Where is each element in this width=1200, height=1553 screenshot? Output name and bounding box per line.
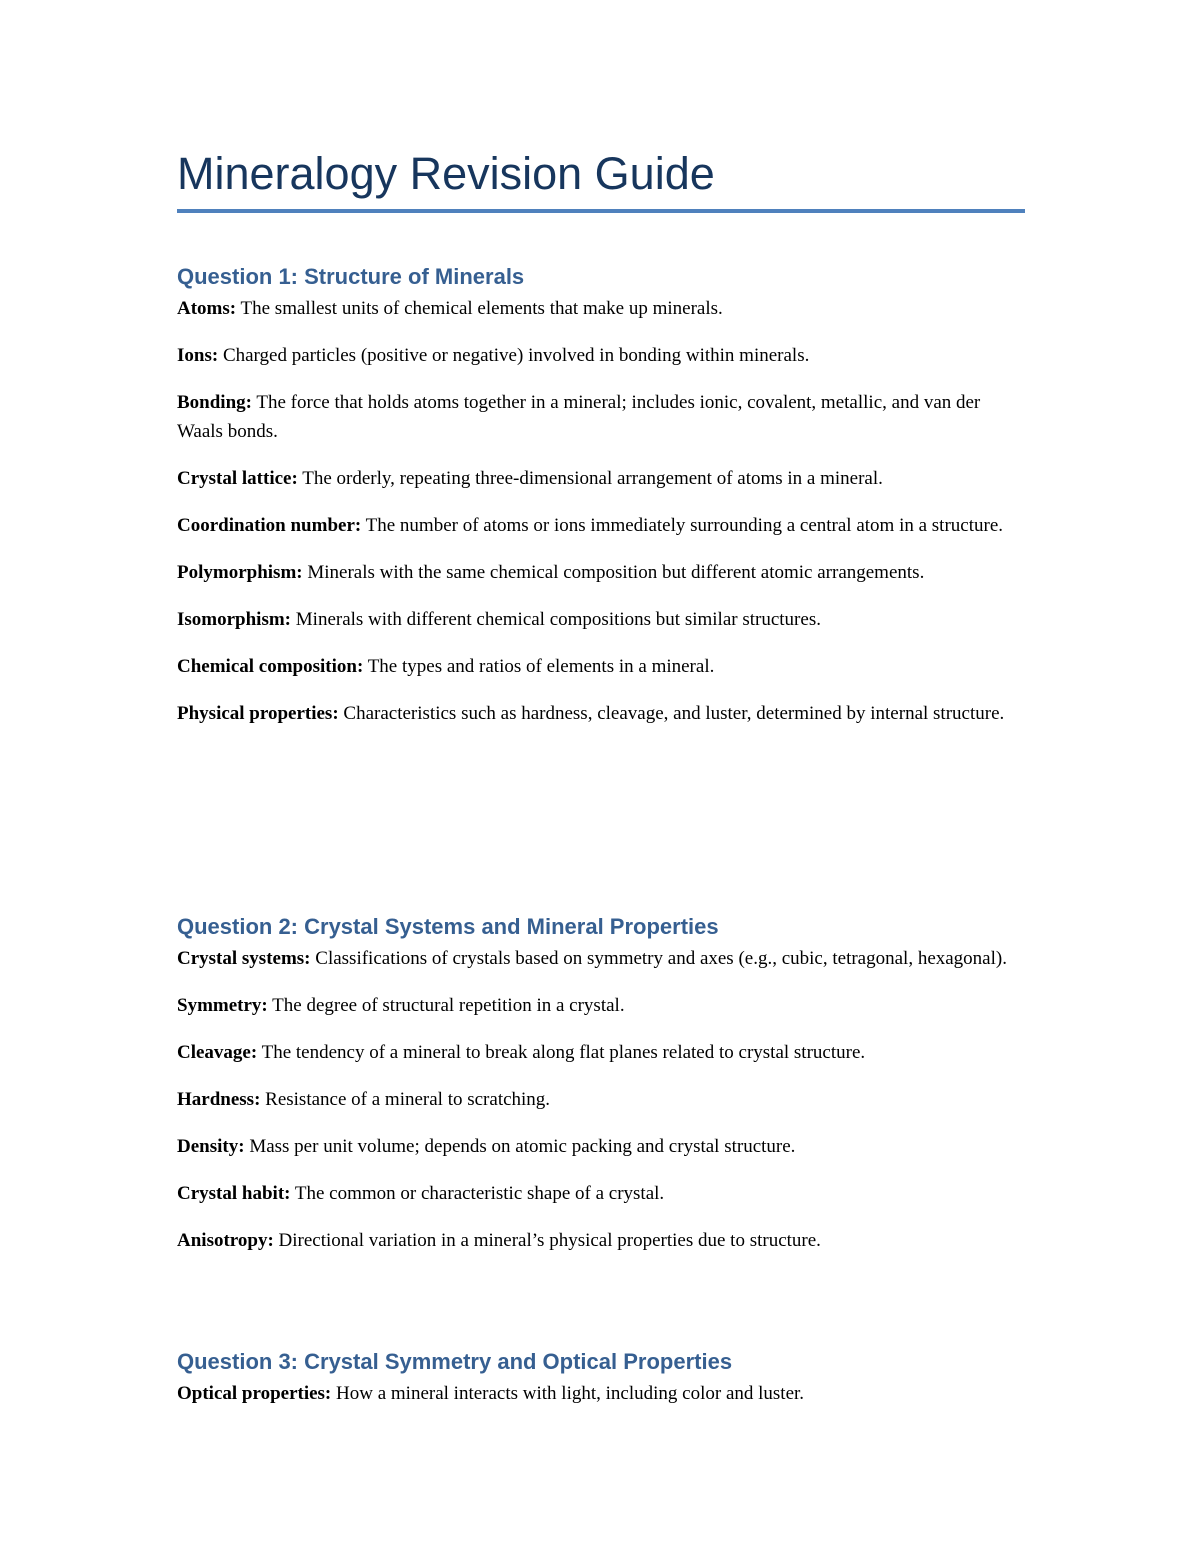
- term: Atoms:: [177, 298, 237, 319]
- definition-text: The force that holds atoms together in a mineral; includes ionic, covalent, metallic, and van der Waals bonds.: [177, 392, 981, 442]
- definition-density: [177, 1132, 1025, 1161]
- term: Cleavage:: [177, 1042, 258, 1063]
- definition-hardness: [177, 1085, 1025, 1114]
- term: Coordination number:: [177, 515, 362, 536]
- definition-text: Charged particles (positive or negative) involved in bonding within minerals.: [218, 345, 810, 366]
- definition-coordination-number: [177, 511, 1025, 540]
- definition-text: The orderly, repeating three-dimensional arrangement of atoms in a mineral.: [297, 468, 883, 489]
- definition-text: Mass per unit volume; depends on atomic packing and crystal structure.: [244, 1136, 796, 1157]
- definition-physical-properties: [177, 699, 1025, 728]
- definition-symmetry: [177, 991, 1025, 1020]
- definition-text: Minerals with different chemical compositions but similar structures.: [291, 609, 821, 630]
- section-question-2: [177, 912, 1025, 1273]
- section-heading: Question 1: Structure of Minerals: [177, 264, 525, 289]
- definition-text: The tendency of a mineral to break along flat planes related to crystal structure.: [257, 1042, 866, 1063]
- definition-crystal-habit: [177, 1179, 1025, 1208]
- term: Anisotropy:: [177, 1230, 274, 1251]
- section-heading: Question 3: Crystal Symmetry and Optical Properties: [177, 1349, 733, 1374]
- definition-text: Minerals with the same chemical composition but different atomic arrangements.: [302, 562, 925, 583]
- definition-crystal-systems: [177, 944, 1025, 973]
- term: Symmetry:: [177, 995, 268, 1016]
- definition-cleavage: [177, 1038, 1025, 1067]
- term: Crystal habit:: [177, 1183, 291, 1204]
- definition-text: The number of atoms or ions immediately surrounding a central atom in a structure.: [361, 515, 1004, 536]
- definition-bonding: [177, 388, 1025, 446]
- definition-optical-properties: [177, 1379, 1025, 1408]
- term: Physical properties:: [177, 703, 339, 724]
- term: Density:: [177, 1136, 245, 1157]
- definition-text: Characteristics such as hardness, cleavage, and luster, determined by internal structure.: [338, 703, 1005, 724]
- section-question-1: [177, 262, 1025, 746]
- definition-text: Resistance of a mineral to scratching.: [260, 1089, 551, 1110]
- definition-chemical-composition: [177, 652, 1025, 681]
- definition-text: Directional variation in a mineral’s physical properties due to structure.: [273, 1230, 821, 1251]
- definition-text: The degree of structural repetition in a crystal.: [267, 995, 625, 1016]
- definition-text: The smallest units of chemical elements that make up minerals.: [236, 298, 723, 319]
- term: Ions:: [177, 345, 219, 366]
- definition-isomorphism: [177, 605, 1025, 634]
- term: Optical properties:: [177, 1383, 332, 1404]
- term: Isomorphism:: [177, 609, 292, 630]
- term: Crystal systems:: [177, 948, 311, 969]
- definition-anisotropy: [177, 1226, 1025, 1255]
- definition-text: How a mineral interacts with light, including color and luster.: [331, 1383, 805, 1404]
- definition-text: The common or characteristic shape of a crystal.: [290, 1183, 665, 1204]
- term: Chemical composition:: [177, 656, 364, 677]
- term: Polymorphism:: [177, 562, 303, 583]
- section-heading: Question 2: Crystal Systems and Mineral Properties: [177, 914, 719, 939]
- term: Hardness:: [177, 1089, 261, 1110]
- term: Crystal lattice:: [177, 468, 298, 489]
- definition-text: Classifications of crystals based on symmetry and axes (e.g., cubic, tetragonal, hexagonal).: [310, 948, 1007, 969]
- page-title: Mineralogy Revision Guide: [177, 148, 715, 199]
- definition-crystal-lattice: [177, 464, 1025, 493]
- definition-text: The types and ratios of elements in a mineral.: [363, 656, 715, 677]
- definition-atoms: [177, 294, 1025, 323]
- section-question-3: [177, 1347, 1025, 1426]
- definition-polymorphism: [177, 558, 1025, 587]
- definition-ions: [177, 341, 1025, 370]
- title-underline-rule: [177, 209, 1025, 213]
- term: Bonding:: [177, 392, 252, 413]
